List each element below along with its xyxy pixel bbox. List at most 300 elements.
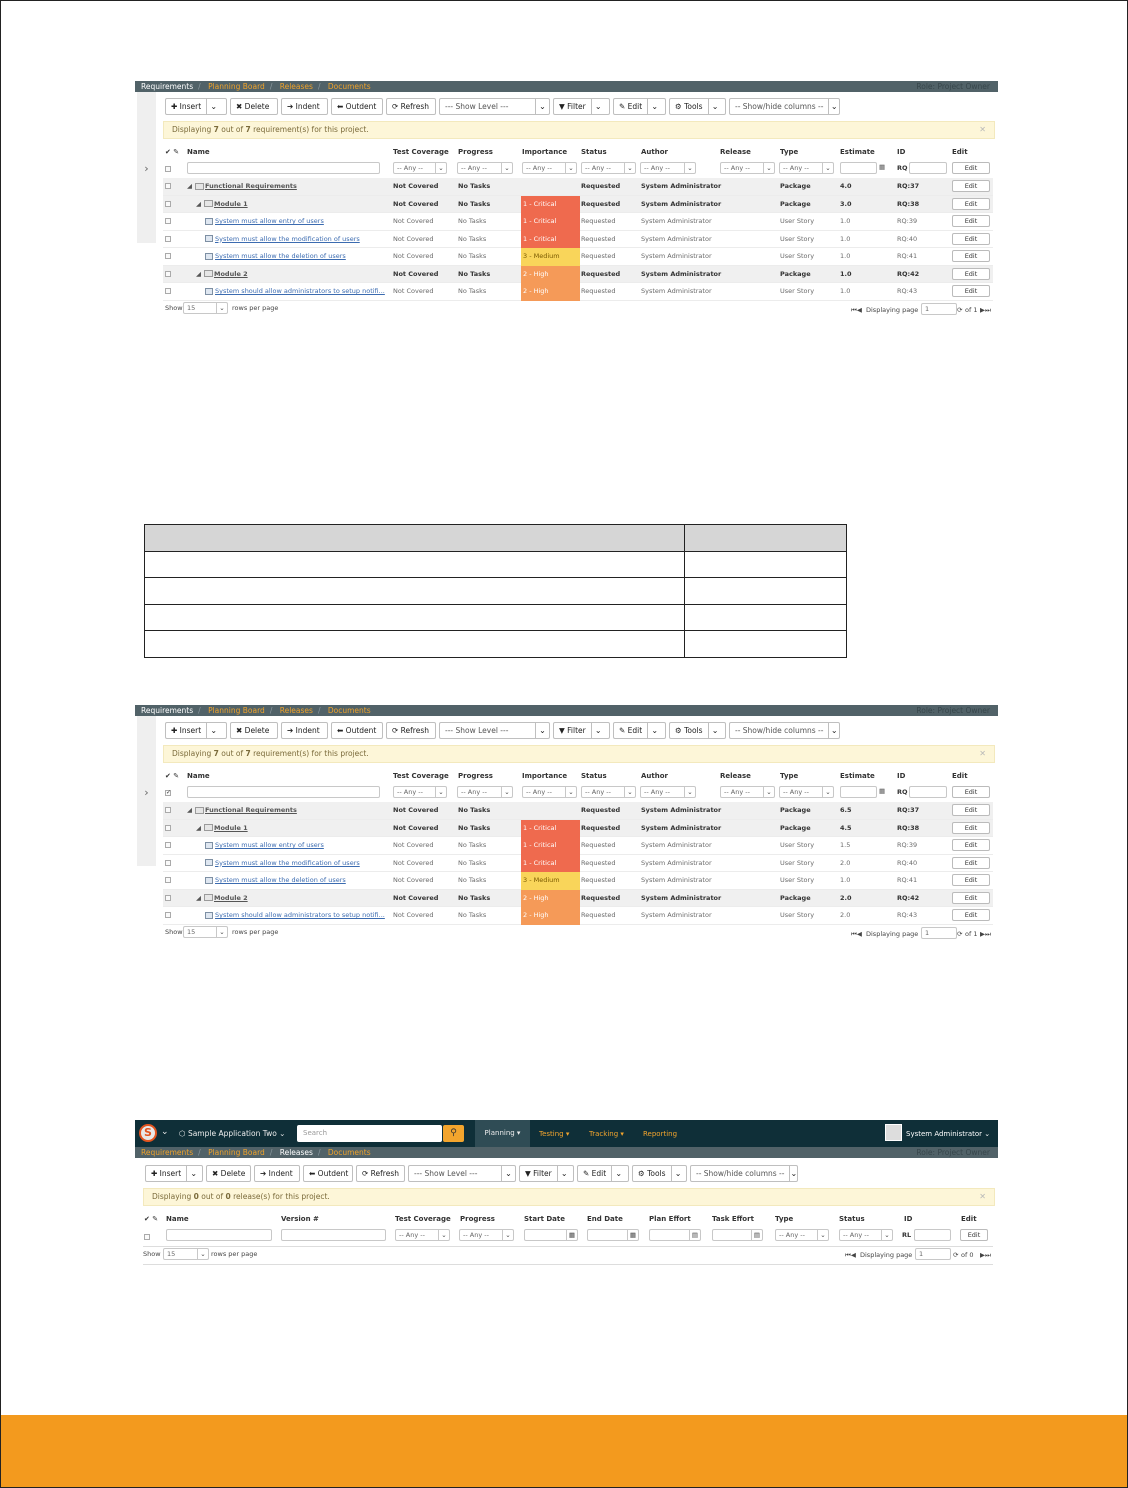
close-icon[interactable]: ✕ — [979, 1192, 986, 1201]
plan-effort-filter[interactable] — [649, 1229, 701, 1241]
filter-label: Filter — [533, 1169, 552, 1178]
release-filter-select[interactable] — [720, 786, 775, 798]
progress-cell: No Tasks — [458, 217, 487, 225]
edit-button[interactable] — [613, 98, 666, 115]
delete-button[interactable] — [206, 1165, 251, 1182]
check-all-icon[interactable]: ✔ ✎ — [165, 772, 180, 780]
chevron-down-icon[interactable]: ⌄ — [591, 723, 605, 738]
edit-row-button[interactable]: Edit — [952, 857, 990, 869]
header-importance[interactable]: Importance — [522, 772, 568, 780]
breadcrumb-requirements[interactable]: Requirements — [141, 1148, 194, 1157]
header-type[interactable]: Type — [780, 148, 799, 156]
close-icon[interactable]: ✕ — [979, 125, 986, 134]
info-notice — [163, 121, 995, 139]
breadcrumb-documents[interactable]: Documents — [327, 706, 371, 715]
chevron-down-icon: ⌄ — [216, 303, 227, 313]
filter-value: -- Any -- — [585, 788, 611, 796]
search-input[interactable]: Search — [297, 1125, 442, 1142]
row-checkbox[interactable] — [165, 218, 171, 224]
breadcrumb-planning-board[interactable]: Planning Board — [208, 706, 265, 715]
table-row[interactable] — [163, 890, 993, 908]
outdent-button[interactable] — [303, 1165, 353, 1182]
estimate-cell: 3.0 — [840, 199, 852, 208]
chevron-down-icon: ⌄ — [197, 1249, 208, 1259]
edit-row-button[interactable]: Edit — [952, 892, 990, 904]
filter-value: -- Any -- — [397, 788, 423, 796]
header-estimate[interactable]: Estimate — [840, 772, 875, 780]
status-cell: Requested — [581, 893, 621, 902]
status-filter-select[interactable] — [581, 786, 636, 798]
id-prefix: RL — [902, 1231, 912, 1239]
filter-value: -- Any -- — [779, 1231, 805, 1239]
edit-button[interactable] — [613, 722, 666, 739]
header-release[interactable]: Release — [720, 772, 751, 780]
requirement-link[interactable]: Module 1 — [214, 199, 248, 208]
last-page-icon[interactable]: ▶⏭ — [980, 930, 991, 938]
row-checkbox[interactable] — [165, 288, 171, 294]
page-input[interactable] — [921, 303, 957, 315]
header-plan-effort[interactable]: Plan Effort — [649, 1215, 691, 1223]
estimate-cell: 2.0 — [840, 893, 852, 902]
coverage-filter-select[interactable] — [393, 786, 447, 798]
table-row[interactable] — [163, 820, 993, 838]
type-filter-select[interactable] — [779, 162, 834, 174]
last-page-icon[interactable]: ▶⏭ — [980, 306, 991, 314]
edit-row-button[interactable]: Edit — [952, 268, 990, 280]
requirement-link[interactable]: System should allow administrators to setup notifi... — [215, 911, 385, 919]
table-row[interactable] — [163, 196, 993, 214]
header-author[interactable]: Author — [641, 772, 668, 780]
rows-per-page-select[interactable] — [163, 1248, 209, 1260]
header-test-coverage[interactable]: Test Coverage — [393, 772, 449, 780]
show-label: Show — [143, 1250, 161, 1258]
type-filter-select[interactable] — [775, 1229, 829, 1241]
refresh-label: Refresh — [400, 726, 429, 735]
refresh-icon: ⟳ — [392, 726, 401, 735]
header-test-coverage[interactable]: Test Coverage — [395, 1215, 451, 1223]
nav-label: Planning — [484, 1129, 515, 1137]
breadcrumb: Requirements / Planning Board / Releases / Documents Role: Project Owner — [135, 81, 998, 92]
importance-cell: 1 - Critical — [521, 837, 580, 855]
requirement-link[interactable]: System must allow the modification of users — [215, 858, 360, 867]
row-checkbox[interactable] — [165, 842, 171, 848]
end-date-filter[interactable] — [587, 1229, 639, 1241]
header-id[interactable]: ID — [904, 1215, 913, 1223]
indent-button[interactable] — [254, 1165, 300, 1182]
page-count: of 1 — [965, 306, 978, 314]
filter-value: -- Any -- — [724, 788, 750, 796]
arrow-right-icon: ➔ — [287, 102, 296, 111]
row-checkbox[interactable] — [165, 912, 171, 918]
header-task-effort[interactable]: Task Effort — [712, 1215, 754, 1223]
chevron-down-icon[interactable]: ⌄ — [206, 99, 220, 114]
chevron-down-icon: ⌄ — [789, 1166, 797, 1181]
estimate-cell: 6.5 — [840, 806, 852, 814]
breadcrumb-requirements[interactable]: Requirements — [141, 82, 194, 91]
sidebar-toggle[interactable] — [137, 716, 156, 866]
indent-button[interactable] — [281, 722, 328, 739]
last-page-icon[interactable]: ▶⏭ — [980, 1251, 991, 1259]
row-checkbox[interactable] — [165, 825, 171, 831]
chevron-down-icon: ⌄ — [565, 787, 576, 797]
chevron-down-icon[interactable]: ⌄ — [206, 723, 220, 738]
name-filter-input[interactable] — [187, 786, 380, 798]
rows-per-page-select[interactable] — [183, 302, 228, 314]
insert-button[interactable] — [165, 722, 227, 739]
filter-button[interactable] — [553, 722, 610, 739]
delete-button[interactable] — [230, 722, 278, 739]
chevron-down-icon[interactable]: ⌄ — [557, 1166, 571, 1181]
calculator-icon[interactable]: ▦ — [879, 163, 886, 171]
select-all-checkbox[interactable] — [144, 1234, 150, 1240]
show-hide-columns-select[interactable] — [729, 722, 840, 739]
table-row[interactable] — [163, 872, 993, 890]
type-cell: Package — [780, 269, 811, 278]
edit-row-button[interactable]: Edit — [952, 250, 990, 262]
chevron-down-icon[interactable]: ⌄ — [186, 1166, 200, 1181]
select-all-checkbox[interactable] — [165, 166, 171, 172]
edit-row-button[interactable]: Edit — [952, 198, 990, 210]
user-menu[interactable]: System Administrator ⌄ — [906, 1130, 991, 1138]
filter-button[interactable] — [519, 1165, 574, 1182]
requirement-link[interactable]: System must allow the deletion of users — [215, 252, 346, 260]
sidebar-toggle[interactable] — [137, 92, 156, 243]
apply-filter-button[interactable]: Edit — [952, 162, 990, 174]
nav-tracking[interactable]: Tracking ▾ — [589, 1130, 624, 1138]
edit-row-button[interactable]: Edit — [952, 180, 990, 192]
page-input[interactable] — [921, 927, 957, 939]
breadcrumb-planning-board[interactable]: Planning Board — [208, 82, 265, 91]
rows-per-page-select[interactable] — [183, 926, 228, 938]
rows-value: 15 — [187, 304, 196, 312]
requirement-link[interactable]: System should allow administrators to setup notifi... — [215, 287, 385, 295]
apply-filter-button[interactable]: Edit — [952, 786, 990, 798]
breadcrumb-releases[interactable]: Releases — [279, 706, 313, 715]
table-row — [145, 551, 847, 578]
collapse-triangle-icon[interactable]: ◢ — [187, 182, 192, 190]
author-cell: System Administrator — [641, 287, 712, 295]
type-filter-select[interactable] — [779, 786, 834, 798]
show-level-select[interactable] — [439, 722, 550, 739]
row-checkbox[interactable] — [165, 183, 171, 189]
app-header — [135, 1120, 998, 1147]
chevron-down-icon[interactable]: ⌄ — [647, 723, 661, 738]
header-release[interactable]: Release — [720, 148, 751, 156]
displaying-page-label: Displaying page — [860, 1251, 913, 1259]
header-type[interactable]: Type — [780, 772, 799, 780]
chevron-down-icon: ⌄ — [501, 787, 512, 797]
collapse-triangle-icon[interactable]: ◢ — [196, 199, 201, 208]
chevron-down-icon[interactable]: ⌄ — [708, 99, 722, 114]
type-cell: User Story — [780, 911, 815, 919]
edit-row-button[interactable]: Edit — [952, 874, 990, 886]
breadcrumb-releases[interactable]: Releases — [279, 1148, 313, 1157]
id-filter-input[interactable] — [914, 1229, 951, 1241]
header-version[interactable]: Version # — [281, 1215, 319, 1223]
id-filter-input[interactable] — [909, 786, 947, 798]
insert-button[interactable] — [165, 98, 227, 115]
app-logo[interactable]: S — [139, 1124, 157, 1142]
header-progress[interactable]: Progress — [458, 772, 493, 780]
calendar-icon[interactable]: ▦ — [627, 1230, 638, 1240]
table-row[interactable] — [163, 907, 993, 925]
header-edit: Edit — [961, 1215, 977, 1223]
id-cell: RQ:38 — [897, 823, 920, 832]
importance-cell: 1 - Critical — [521, 231, 580, 249]
show-level-select[interactable] — [439, 98, 550, 115]
first-page-icon[interactable]: ⏮◀ — [851, 306, 862, 314]
header-start-date[interactable]: Start Date — [524, 1215, 565, 1223]
estimate-cell: 1.5 — [840, 841, 851, 849]
chevron-down-icon: ⌄ — [216, 927, 227, 937]
chevron-down-icon[interactable]: ⌄ — [647, 99, 661, 114]
select-all-checkbox[interactable]: ✓ — [166, 789, 172, 796]
divider — [143, 1246, 993, 1247]
type-cell: User Story — [780, 858, 815, 867]
edit-row-button[interactable]: Edit — [952, 804, 990, 816]
refresh-button[interactable] — [386, 722, 436, 739]
first-page-icon[interactable]: ⏮◀ — [851, 930, 862, 938]
indent-button[interactable] — [281, 98, 328, 115]
requirement-link[interactable]: System must allow entry of users — [215, 841, 324, 849]
first-page-icon[interactable]: ⏮◀ — [845, 1251, 856, 1259]
check-all-icon[interactable]: ✔ ✎ — [144, 1215, 159, 1223]
collapse-triangle-icon[interactable]: ◢ — [187, 806, 192, 814]
project-selector[interactable]: ⬡ Sample Application Two ⌄ — [179, 1129, 286, 1138]
header-progress[interactable]: Progress — [458, 148, 493, 156]
tools-button[interactable] — [632, 1165, 687, 1182]
chevron-down-icon[interactable]: ⌄ — [611, 1166, 625, 1181]
row-checkbox[interactable] — [165, 236, 171, 242]
header-status[interactable]: Status — [581, 148, 607, 156]
requirement-link[interactable]: System must allow the modification of users — [215, 234, 360, 243]
header-importance[interactable]: Importance — [522, 148, 568, 156]
refresh-button[interactable] — [356, 1165, 405, 1182]
id-cell: RQ:41 — [897, 876, 918, 884]
header-author[interactable]: Author — [641, 148, 668, 156]
coverage-cell: Not Covered — [393, 252, 434, 260]
page-input[interactable] — [915, 1248, 951, 1260]
show-level-select[interactable] — [408, 1165, 516, 1182]
collapse-triangle-icon[interactable]: ◢ — [196, 823, 201, 832]
divider — [143, 1264, 993, 1265]
progress-filter-select[interactable] — [457, 786, 513, 798]
nav-testing[interactable]: Testing ▾ — [539, 1130, 570, 1138]
author-filter-select[interactable] — [640, 786, 696, 798]
release-filter-select[interactable] — [720, 162, 775, 174]
chevron-down-icon[interactable]: ⌄ — [671, 1166, 685, 1181]
estimate-cell: 1.0 — [840, 252, 851, 260]
table-row[interactable] — [163, 266, 993, 284]
row-checkbox[interactable] — [165, 807, 171, 813]
breadcrumb-documents[interactable]: Documents — [327, 1148, 371, 1157]
calculator-icon[interactable]: ▤ — [689, 1230, 700, 1240]
row-checkbox[interactable] — [165, 860, 171, 866]
breadcrumb-requirements[interactable]: Requirements — [141, 706, 194, 715]
refresh-icon: ⟳ — [362, 1169, 371, 1178]
chevron-down-icon: ⌄ — [684, 787, 695, 797]
outdent-button[interactable] — [331, 98, 383, 115]
requirement-link[interactable]: Module 2 — [214, 893, 248, 902]
header-name[interactable]: Name — [166, 1215, 189, 1223]
edit-row-button[interactable]: Edit — [952, 909, 990, 921]
edit-label: Edit — [591, 1169, 607, 1178]
header-status[interactable]: Status — [839, 1215, 865, 1223]
requirement-link[interactable]: Functional Requirements — [205, 806, 297, 814]
header-name[interactable]: Name — [187, 772, 210, 780]
id-cell: RQ:38 — [897, 199, 920, 208]
collapse-triangle-icon[interactable]: ◢ — [196, 269, 201, 278]
calculator-icon[interactable]: ▦ — [879, 787, 886, 795]
status-cell: Requested — [581, 182, 621, 190]
table-row[interactable] — [163, 231, 993, 249]
status-filter-select[interactable] — [581, 162, 636, 174]
table-cell — [145, 525, 685, 552]
requirement-link[interactable]: Module 1 — [214, 823, 248, 832]
delete-label: Delete — [244, 102, 270, 111]
estimate-filter-input[interactable] — [840, 162, 877, 174]
coverage-cell: Not Covered — [393, 806, 439, 814]
row-checkbox[interactable] — [165, 271, 171, 277]
header-progress[interactable]: Progress — [460, 1215, 495, 1223]
filter-button[interactable] — [553, 98, 610, 115]
tools-button[interactable] — [669, 722, 726, 739]
name-filter-input[interactable] — [166, 1229, 272, 1241]
coverage-filter-select[interactable] — [393, 162, 447, 174]
header-name[interactable]: Name — [187, 148, 210, 156]
breadcrumb-releases[interactable]: Releases — [279, 82, 313, 91]
header-id[interactable]: ID — [897, 148, 906, 156]
apply-filter-button[interactable]: Edit — [960, 1229, 988, 1241]
header-end-date[interactable]: End Date — [587, 1215, 623, 1223]
show-label: Show — [165, 928, 183, 936]
row-checkbox[interactable] — [165, 253, 171, 259]
requirement-link[interactable]: System must allow the deletion of users — [215, 876, 346, 884]
delete-button[interactable] — [230, 98, 278, 115]
show-hide-columns-select[interactable] — [729, 98, 840, 115]
coverage-filter-select[interactable] — [395, 1229, 450, 1241]
table-row[interactable] — [163, 802, 993, 820]
arrow-right-icon: ➔ — [260, 1169, 269, 1178]
table-row[interactable] — [163, 855, 993, 873]
edit-row-button[interactable]: Edit — [952, 233, 990, 245]
outdent-button[interactable] — [331, 722, 383, 739]
collapse-triangle-icon[interactable]: ◢ — [196, 893, 201, 902]
show-level-label: --- Show Level --- — [445, 102, 509, 111]
estimate-cell: 1.0 — [840, 269, 852, 278]
task-effort-filter[interactable] — [712, 1229, 763, 1241]
status-cell: Requested — [581, 199, 621, 208]
show-hide-columns-select[interactable] — [690, 1165, 798, 1182]
importance-cell: 1 - Critical — [521, 213, 580, 231]
chevron-down-icon: ⌄ — [822, 163, 833, 173]
id-filter-input[interactable] — [909, 162, 947, 174]
notice-total-count: 7 — [245, 125, 251, 134]
table-row[interactable] — [163, 178, 993, 196]
calendar-icon[interactable]: ▦ — [566, 1230, 577, 1240]
tools-button[interactable] — [669, 98, 726, 115]
refresh-button[interactable] — [386, 98, 436, 115]
close-icon[interactable]: ✕ — [979, 749, 986, 758]
status-filter-select[interactable] — [839, 1229, 893, 1241]
start-date-filter[interactable] — [524, 1229, 578, 1241]
notice-text: requirement(s) for this project. — [250, 125, 369, 134]
role-label: Role: Project Owner — [916, 82, 990, 91]
importance-filter-select[interactable] — [522, 162, 577, 174]
chevron-down-icon[interactable]: ⌄ — [161, 1127, 169, 1137]
calculator-icon[interactable]: ▤ — [751, 1230, 762, 1240]
table-row[interactable] — [163, 837, 993, 855]
header-status[interactable]: Status — [581, 772, 607, 780]
page-value: 1 — [925, 305, 930, 313]
row-name-cell — [187, 182, 297, 190]
edit-row-button[interactable]: Edit — [952, 285, 990, 297]
estimate-filter-input[interactable] — [840, 786, 877, 798]
progress-filter-select[interactable] — [459, 1229, 514, 1241]
author-filter-select[interactable] — [640, 162, 696, 174]
page-value: 1 — [919, 1250, 924, 1258]
refresh-icon[interactable]: ⟳ — [957, 930, 963, 938]
refresh-icon[interactable]: ⟳ — [957, 306, 963, 314]
table-row[interactable] — [163, 248, 993, 266]
requirement-link[interactable]: Module 2 — [214, 269, 248, 278]
header-id[interactable]: ID — [897, 772, 906, 780]
row-checkbox[interactable] — [165, 877, 171, 883]
header-type[interactable]: Type — [775, 1215, 794, 1223]
table-row[interactable] — [163, 213, 993, 231]
insert-button[interactable] — [145, 1165, 203, 1182]
progress-filter-select[interactable] — [457, 162, 513, 174]
requirement-icon — [205, 253, 213, 260]
type-cell: Package — [780, 182, 811, 190]
chevron-down-icon[interactable]: ⌄ — [708, 723, 722, 738]
edit-row-button[interactable]: Edit — [952, 822, 990, 834]
name-filter-input[interactable] — [187, 162, 380, 174]
avatar[interactable] — [885, 1124, 902, 1141]
arrow-right-icon: ➔ — [287, 726, 296, 735]
nav-reporting[interactable]: Reporting — [643, 1130, 678, 1138]
chevron-down-icon[interactable]: ⌄ — [591, 99, 605, 114]
insert-label: Insert — [179, 726, 202, 735]
nav-planning[interactable]: Planning ▾ — [475, 1120, 530, 1147]
importance-filter-select[interactable] — [522, 786, 577, 798]
header-test-coverage[interactable]: Test Coverage — [393, 148, 449, 156]
row-checkbox[interactable] — [165, 895, 171, 901]
tools-label: Tools — [684, 726, 703, 735]
breadcrumb-documents[interactable]: Documents — [327, 82, 371, 91]
breadcrumb-planning-board[interactable]: Planning Board — [208, 1148, 265, 1157]
row-checkbox[interactable] — [165, 201, 171, 207]
edit-button[interactable] — [577, 1165, 629, 1182]
estimate-cell: 4.0 — [840, 182, 852, 190]
gear-icon: ⚙ — [675, 726, 685, 735]
id-cell: RQ:37 — [897, 806, 920, 814]
edit-row-button[interactable]: Edit — [952, 839, 990, 851]
search-icon[interactable]: ⚲ — [443, 1125, 464, 1142]
table-row[interactable] — [163, 283, 993, 301]
requirement-link[interactable]: System must allow entry of users — [215, 217, 324, 225]
progress-cell: No Tasks — [458, 182, 491, 190]
grid-toolbar — [165, 98, 840, 115]
refresh-icon[interactable]: ⟳ — [953, 1251, 959, 1259]
header-estimate[interactable]: Estimate — [840, 148, 875, 156]
edit-row-button[interactable]: Edit — [952, 215, 990, 227]
check-all-icon[interactable]: ✔ ✎ — [165, 148, 180, 156]
version-filter-input[interactable] — [281, 1229, 386, 1241]
requirement-link[interactable]: Functional Requirements — [205, 182, 297, 190]
chevron-down-icon: ⌄ — [435, 163, 446, 173]
requirement-icon — [205, 859, 213, 866]
